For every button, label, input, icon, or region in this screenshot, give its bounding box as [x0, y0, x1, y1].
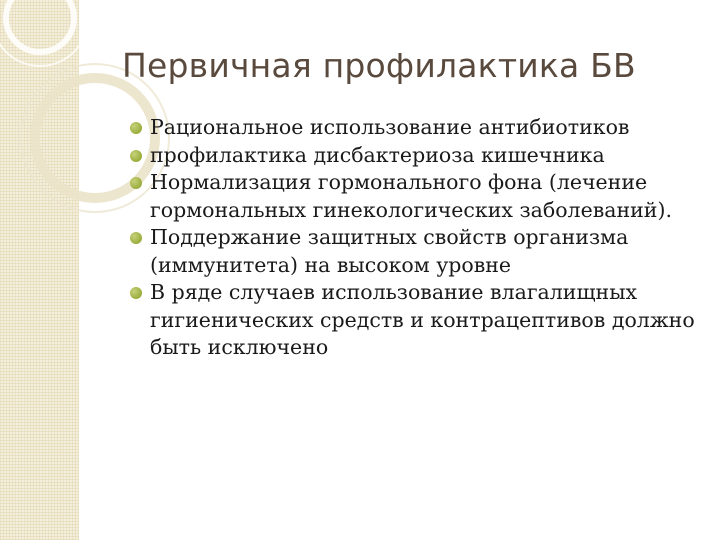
list-item-text: Рациональное использование антибиотиков [150, 115, 630, 139]
list-item [128, 279, 708, 362]
list-item [128, 142, 708, 170]
bullet-list [128, 114, 708, 362]
list-item-text: профилактика дисбактериоза кишечника [150, 142, 605, 167]
list-item [128, 114, 708, 142]
list-item [128, 224, 708, 279]
bullet-dot-icon [130, 232, 142, 244]
list-item [128, 169, 708, 224]
bullet-dot-icon [130, 177, 142, 189]
bullet-dot-icon [130, 122, 142, 134]
list-item-text: Поддержание защитных свойств организма (иммунитета) на высоком уровне [150, 225, 629, 277]
list-item-text: Нормализация гормонального фона (лечение гормональных гинекологических заболеваний). [150, 170, 672, 222]
list-item-text: В ряде случаев использование влагалищных гигиенических средств и контрацептивов должно быть исключено [150, 280, 695, 359]
bullet-dot-icon [130, 150, 142, 162]
slide-title: Первичная профилактика БВ [122, 46, 636, 85]
bullet-dot-icon [130, 287, 142, 299]
